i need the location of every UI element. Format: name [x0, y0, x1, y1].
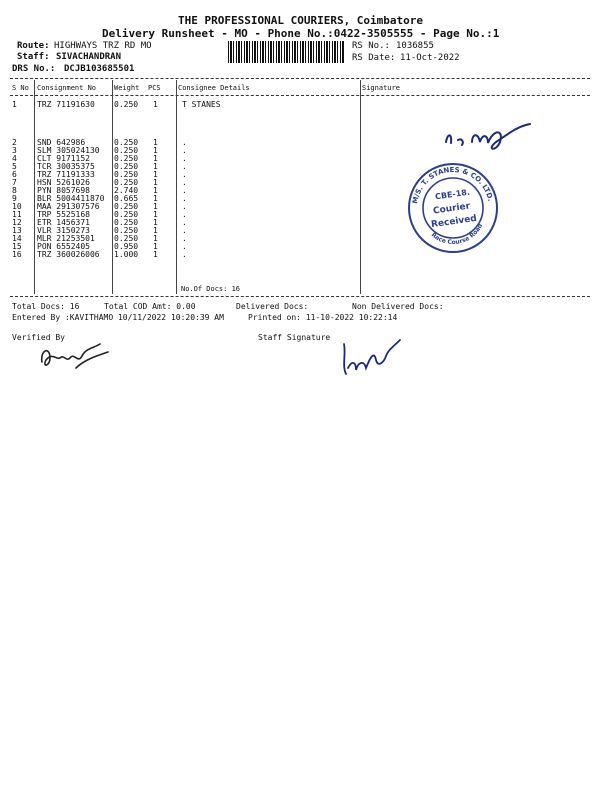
row-pcs: 1	[153, 242, 158, 251]
total-docs: Total Docs: 16	[12, 302, 80, 311]
table-bottom-rule	[10, 296, 590, 297]
row-consignee: .	[182, 242, 187, 251]
stamp-line-2: Courier	[432, 201, 471, 217]
row-pcs: 1	[153, 202, 158, 211]
row-consignment-no: MAA 291307576	[37, 202, 100, 211]
non-delivered-docs: Non Delivered Docs:	[352, 302, 444, 311]
row-weight: 0.250	[114, 154, 139, 163]
staff-signature	[330, 338, 410, 380]
staff-signature-label: Staff Signature	[258, 333, 331, 342]
col-header-sno: S No	[12, 84, 29, 92]
staff-value: SIVACHANDRAN	[56, 52, 122, 62]
table-header-rule	[10, 95, 590, 96]
row-pcs: 1	[153, 146, 158, 155]
row-sno: 4	[12, 154, 17, 163]
row-sno: 11	[12, 210, 22, 219]
col-header-consignee: Consignee Details	[178, 84, 250, 92]
row-pcs: 1	[153, 154, 158, 163]
row-weight: 0.250	[114, 146, 139, 155]
row-pcs: 1	[153, 170, 158, 179]
row-weight: 0.250	[114, 226, 139, 235]
row-sno: 7	[12, 178, 17, 187]
delivered-docs: Delivered Docs:	[236, 302, 309, 311]
row-weight: 0.250	[114, 100, 139, 109]
row-weight: 0.950	[114, 242, 139, 251]
drs-value: DCJB103685501	[64, 64, 135, 74]
rs-date-label: RS Date:	[352, 53, 396, 63]
row-pcs: 1	[153, 138, 158, 147]
row-sno: 16	[12, 250, 22, 259]
row-consignment-no: HSN 5261026	[37, 178, 90, 187]
company-title: THE PROFESSIONAL COURIERS, Coimbatore	[178, 14, 424, 27]
row-weight: 0.250	[114, 138, 139, 147]
row-pcs: 1	[153, 218, 158, 227]
row-consignee: .	[182, 186, 187, 195]
row-consignment-no: PON 6552405	[37, 242, 90, 251]
row-sno: 12	[12, 218, 22, 227]
row-sno: 10	[12, 202, 22, 211]
courier-received-stamp	[405, 160, 501, 260]
row-consignee: .	[182, 178, 187, 187]
route-value: HIGHWAYS TRZ RD MO	[54, 41, 152, 51]
row-consignee: .	[182, 170, 187, 179]
row-weight: 0.250	[114, 170, 139, 179]
row-weight: 0.665	[114, 194, 139, 203]
rs-no-value: 1036855	[396, 41, 434, 51]
row-consignment-no: BLR 5004411870	[37, 194, 105, 203]
route-label: Route:	[17, 41, 50, 51]
stamp-ring-text: M/S. T. STANES & CO. LTD.	[411, 165, 495, 205]
total-cod-amount: Total COD Amt: 0.00	[104, 302, 196, 311]
verified-by-signature	[36, 338, 116, 374]
row-consignment-no: TCR 30035375	[37, 162, 95, 171]
row-sno: 13	[12, 226, 22, 235]
row-consignment-no: TRP 5525168	[37, 210, 90, 219]
col-header-signature: Signature	[362, 84, 400, 92]
row-consignment-no: TRZ 71191630	[37, 100, 95, 109]
stamp-ring-bottom: Race Course Road	[429, 222, 485, 247]
row-consignment-no: TRZ 360026006	[37, 250, 100, 259]
consignee-signature	[438, 112, 538, 157]
row-consignee: .	[182, 194, 187, 203]
row-consignment-no: SLM 305024130	[37, 146, 100, 155]
row-weight: 0.250	[114, 178, 139, 187]
row-weight: 0.250	[114, 210, 139, 219]
row-sno: 15	[12, 242, 22, 251]
row-weight: 0.250	[114, 234, 139, 243]
verified-by-label: Verified By	[12, 333, 65, 342]
row-pcs: 1	[153, 226, 158, 235]
row-consignee: .	[182, 202, 187, 211]
row-consignee: .	[182, 218, 187, 227]
row-consignee: .	[182, 210, 187, 219]
runsheet-subtitle: Delivery Runsheet - MO - Phone No.:0422-3505555 - Page No.:1	[102, 27, 500, 40]
row-pcs: 1	[153, 162, 158, 171]
row-weight: 1.000	[114, 250, 139, 259]
row-consignee: .	[182, 234, 187, 243]
row-consignee: .	[182, 226, 187, 235]
row-pcs: 1	[153, 194, 158, 203]
row-consignment-no: VLR 3150273	[37, 226, 90, 235]
table-top-rule	[10, 78, 590, 79]
col-sep-3	[176, 80, 177, 294]
row-sno: 6	[12, 170, 17, 179]
col-sep-2	[112, 80, 113, 294]
col-header-pcs: PCS	[148, 84, 161, 92]
row-sno: 14	[12, 234, 22, 243]
rs-no-label: RS No.:	[352, 41, 390, 51]
row-sno: 1	[12, 100, 17, 109]
row-consignee: .	[182, 162, 187, 171]
row-consignee: .	[182, 154, 187, 163]
row-consignment-no: CLT 9171152	[37, 154, 90, 163]
row-weight: 0.250	[114, 162, 139, 171]
row-pcs: 1	[153, 100, 158, 109]
row-consignment-no: TRZ 71191333	[37, 170, 95, 179]
printed-on: Printed on: 11-10-2022 10:22:14	[248, 313, 398, 322]
stamp-line-3: Received	[430, 213, 478, 231]
staff-label: Staff:	[17, 52, 50, 62]
row-sno: 8	[12, 186, 17, 195]
row-weight: 2.740	[114, 186, 139, 195]
row-weight: 0.250	[114, 218, 139, 227]
col-sep-1	[34, 80, 35, 294]
row-consignee: .	[182, 250, 187, 259]
row-sno: 2	[12, 138, 17, 147]
row-sno: 5	[12, 162, 17, 171]
row-consignee: .	[182, 138, 187, 147]
row-consignment-no: ETR 1456371	[37, 218, 90, 227]
no-of-docs: No.Of Docs: 16	[181, 285, 241, 293]
row-consignment-no: PYN 8057698	[37, 186, 90, 195]
row-pcs: 1	[153, 186, 158, 195]
row-consignee: T STANES	[182, 100, 221, 109]
stamp-line-1: CBE-18.	[434, 187, 471, 202]
row-consignment-no: MLR 21253501	[37, 234, 95, 243]
row-sno: 9	[12, 194, 17, 203]
row-pcs: 1	[153, 178, 158, 187]
row-sno: 3	[12, 146, 17, 155]
col-sep-4	[360, 80, 361, 294]
entered-by: Entered By :KAVITHAMO 10/11/2022 10:20:39 AM	[12, 313, 224, 322]
row-pcs: 1	[153, 250, 158, 259]
barcode	[228, 41, 344, 63]
row-weight: 0.250	[114, 202, 139, 211]
row-consignee: .	[182, 146, 187, 155]
row-consignment-no: SND 642986	[37, 138, 86, 147]
col-header-weight: Weight	[114, 84, 140, 92]
rs-date-value: 11-Oct-2022	[400, 53, 460, 63]
col-header-consignment: Consignment No	[37, 84, 97, 92]
row-pcs: 1	[153, 210, 158, 219]
drs-label: DRS No.:	[12, 64, 56, 74]
row-pcs: 1	[153, 234, 158, 243]
